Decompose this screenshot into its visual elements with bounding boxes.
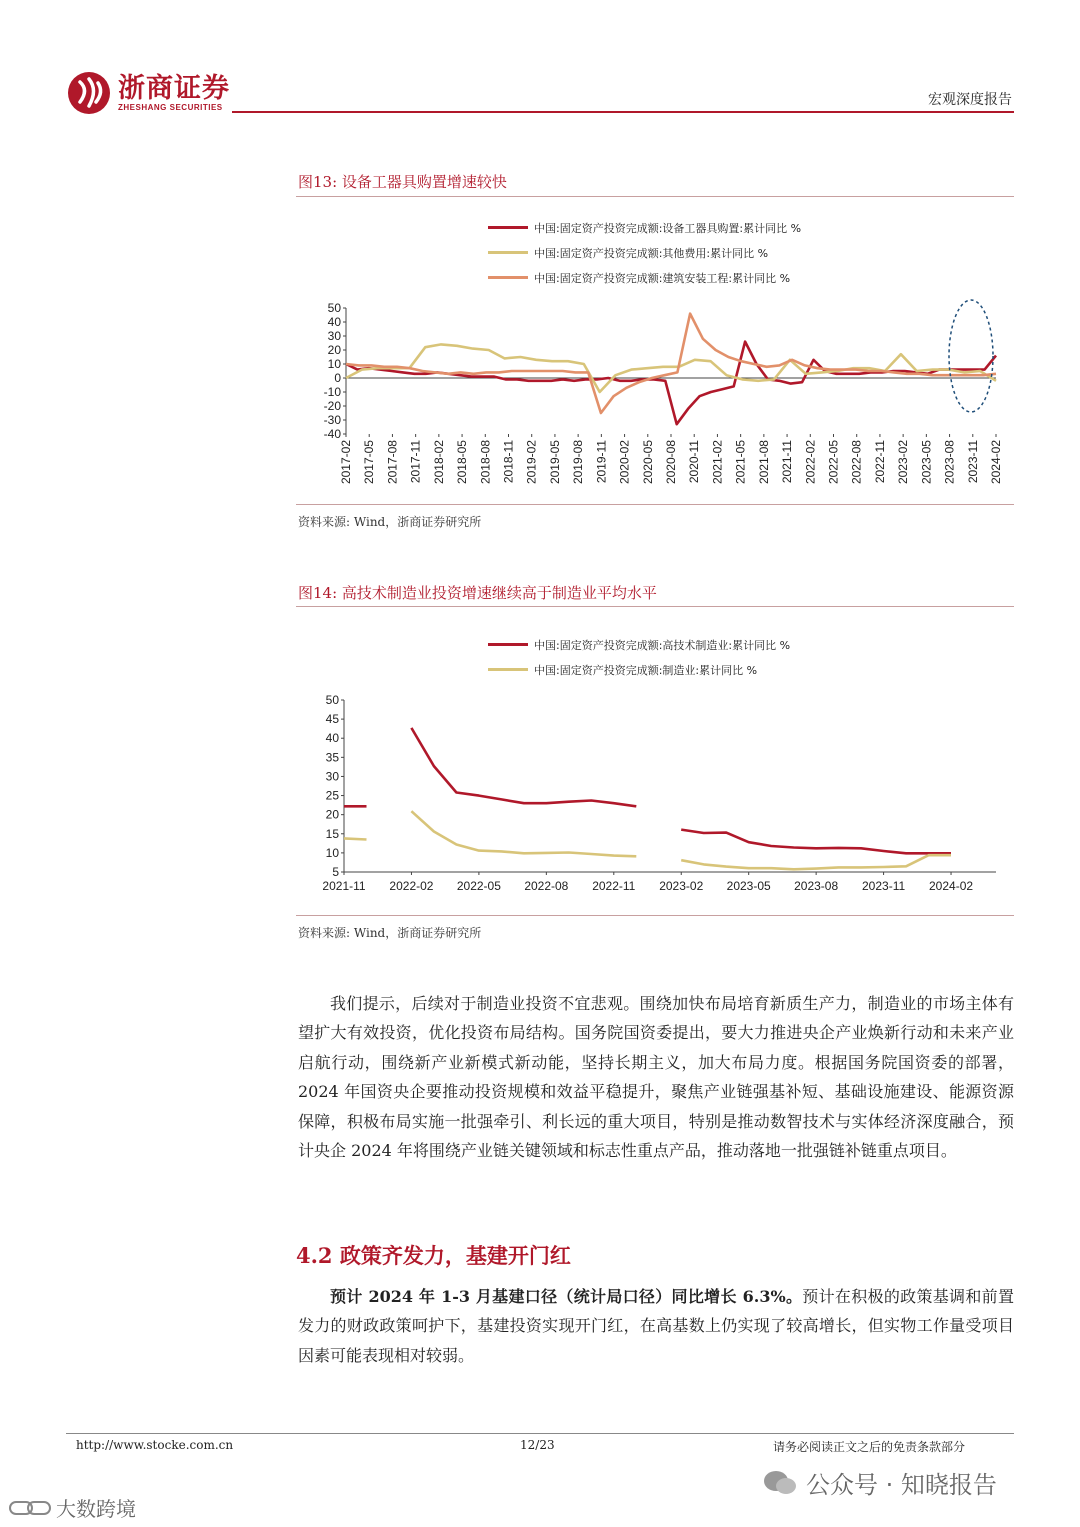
x-tick-label: 2022-08 bbox=[524, 879, 569, 893]
y-tick-label: 10 bbox=[327, 357, 341, 371]
y-tick-label: -40 bbox=[323, 427, 341, 441]
legend-item bbox=[488, 240, 801, 265]
figure14-chart bbox=[296, 690, 1014, 900]
zheshang-logo-icon bbox=[66, 70, 112, 116]
y-tick-label: 5 bbox=[332, 865, 339, 879]
figure14-legend bbox=[488, 632, 790, 682]
figure13-chart bbox=[296, 296, 1014, 496]
x-tick-label: 2023-11 bbox=[965, 440, 980, 484]
x-tick-label: 2024-02 bbox=[989, 440, 1003, 485]
x-tick-label: 2020-05 bbox=[640, 440, 655, 485]
x-tick-label: 2022-02 bbox=[803, 440, 818, 485]
figure14-top-rule bbox=[296, 606, 1014, 607]
x-tick-label: 2022-11 bbox=[872, 440, 887, 484]
x-tick-label: 2023-05 bbox=[919, 440, 934, 485]
footer-disclaimer: 请务必阅读正文之后的免责条款部分 bbox=[773, 1440, 966, 1454]
legend-item bbox=[488, 215, 801, 240]
y-tick-label: -30 bbox=[323, 413, 341, 427]
x-tick-label: 2018-02 bbox=[431, 440, 446, 485]
x-tick-label: 2019-08 bbox=[571, 440, 586, 485]
brand-name-en: ZHESHANG SECURITIES bbox=[118, 103, 223, 112]
y-tick-label: 30 bbox=[327, 329, 341, 343]
link-icon bbox=[8, 1497, 52, 1519]
paragraph-text bbox=[298, 1282, 1014, 1370]
x-tick-label: 2017-08 bbox=[385, 440, 400, 485]
body-paragraph-2 bbox=[298, 1282, 1014, 1370]
page-number: 12/23 bbox=[520, 1438, 555, 1452]
y-tick-label: 40 bbox=[325, 731, 339, 746]
legend-swatch bbox=[488, 226, 528, 229]
x-tick-label: 2021-08 bbox=[756, 440, 771, 485]
x-tick-label: 2023-08 bbox=[942, 440, 957, 485]
figure13-legend bbox=[488, 215, 801, 290]
x-tick-label: 2018-11 bbox=[501, 440, 516, 484]
x-tick-label: 2017-11 bbox=[408, 440, 423, 484]
series-line bbox=[344, 811, 951, 869]
y-tick-label: 20 bbox=[327, 343, 341, 357]
x-tick-label: 2017-02 bbox=[339, 440, 353, 485]
legend-swatch bbox=[488, 276, 528, 279]
y-tick-label: 40 bbox=[327, 315, 341, 329]
legend-label: 中国:固定资产投资完成额:其他费用:累计同比 % bbox=[534, 246, 769, 260]
x-tick-label: 2021-05 bbox=[733, 440, 748, 485]
y-tick-label: -10 bbox=[323, 385, 341, 399]
series-line bbox=[346, 344, 996, 392]
highlight-ellipse bbox=[949, 300, 993, 412]
x-tick-label: 2019-11 bbox=[594, 440, 609, 484]
x-tick-label: 2022-02 bbox=[389, 879, 434, 893]
x-tick-label: 2023-05 bbox=[726, 879, 771, 893]
legend-item bbox=[488, 632, 790, 657]
y-tick-label: 30 bbox=[325, 769, 339, 784]
figure13-title: 图13: 设备工器具购置增速较快 bbox=[298, 173, 507, 191]
legend-item bbox=[488, 265, 801, 290]
x-tick-label: 2021-02 bbox=[710, 440, 725, 485]
watermark-text: 大数跨境 bbox=[56, 1497, 136, 1521]
figure13-bottom-rule bbox=[296, 504, 1014, 505]
x-tick-label: 2017-05 bbox=[362, 440, 377, 485]
watermark-left bbox=[8, 1493, 136, 1522]
x-tick-label: 2022-05 bbox=[826, 440, 841, 485]
x-tick-label: 2018-05 bbox=[455, 440, 470, 485]
x-tick-label: 2020-02 bbox=[617, 440, 632, 485]
paragraph-bold-lead: 预计 2024 年 1-3 月基建口径（统计局口径）同比增长 6.3%。 bbox=[330, 1287, 803, 1306]
series-line bbox=[346, 342, 996, 425]
x-tick-label: 2023-08 bbox=[794, 879, 839, 893]
legend-label: 中国:固定资产投资完成额:建筑安装工程:累计同比 % bbox=[534, 271, 791, 285]
figure13-top-rule bbox=[296, 196, 1014, 197]
x-tick-label: 2019-02 bbox=[524, 440, 539, 485]
figure13-source: 资料来源: Wind，浙商证券研究所 bbox=[298, 515, 482, 529]
series-line bbox=[344, 728, 951, 853]
y-tick-label: 50 bbox=[327, 301, 341, 315]
legend-swatch bbox=[488, 643, 528, 646]
paragraph-text: 我们提示，后续对于制造业投资不宜悲观。围绕加快布局培育新质生产力，制造业的市场主体有望扩大有效投资，优化投资布局结构。国务院国资委提出，要大力推进央企产业焕新行动和未来产业启航行动，围绕新产业新模式新动能，坚持长期主义，加大布局力度。根据国务院国资委的部署，2024 年国资央企要推动投资规模和效益平稳提升，聚焦产业链强基补短、基础设施建设、能源资源保障，积极布局实施一批强牵引、利长远的重大项目，特别是推动数智技术与实体经济深度融合，预计央企 2024 年将围绕产业链关键领域和标志性重点产品，推动落地一批强链补链重点项目。 bbox=[298, 994, 1014, 1161]
section-title: 4.2 政策齐发力，基建开门红 bbox=[296, 1243, 571, 1268]
x-tick-label: 2021-11 bbox=[780, 439, 795, 484]
x-tick-label: 2020-08 bbox=[664, 440, 678, 485]
brand-name: 浙商证券 bbox=[118, 73, 230, 104]
x-tick-label: 2024-02 bbox=[929, 879, 974, 893]
watermark-right bbox=[762, 1465, 997, 1500]
y-tick-label: 10 bbox=[325, 845, 339, 860]
header-rule bbox=[232, 111, 1014, 113]
figure14-title: 图14: 高技术制造业投资增速继续高于制造业平均水平 bbox=[298, 584, 657, 602]
legend-item bbox=[488, 657, 790, 682]
x-tick-label: 2022-08 bbox=[849, 440, 864, 485]
x-tick-label: 2022-11 bbox=[592, 879, 636, 893]
y-tick-label: 15 bbox=[325, 826, 339, 841]
y-tick-label: 0 bbox=[334, 371, 341, 385]
legend-label: 中国:固定资产投资完成额:设备工器具购置:累计同比 % bbox=[534, 221, 802, 235]
figure14-source: 资料来源: Wind，浙商证券研究所 bbox=[298, 926, 482, 940]
figure14-bottom-rule bbox=[296, 915, 1014, 916]
x-tick-label: 2019-05 bbox=[547, 440, 562, 485]
y-tick-label: -20 bbox=[323, 399, 341, 413]
y-tick-label: 25 bbox=[325, 788, 339, 803]
x-tick-label: 2023-11 bbox=[862, 879, 906, 893]
footer-rule bbox=[66, 1433, 1014, 1434]
legend-swatch bbox=[488, 251, 528, 254]
y-tick-label: 20 bbox=[325, 807, 339, 822]
watermark-text: 公众号 · 知晓报告 bbox=[806, 1471, 997, 1499]
legend-label: 中国:固定资产投资完成额:高技术制造业:累计同比 % bbox=[534, 638, 791, 652]
x-tick-label: 2021-11 bbox=[322, 879, 366, 893]
footer-url[interactable]: http://www.stocke.com.cn bbox=[76, 1438, 234, 1452]
legend-swatch bbox=[488, 668, 528, 671]
report-type: 宏观深度报告 bbox=[928, 92, 1012, 108]
y-tick-label: 35 bbox=[325, 750, 339, 765]
x-tick-label: 2022-05 bbox=[456, 879, 501, 893]
x-tick-label: 2018-08 bbox=[478, 440, 493, 485]
wechat-icon bbox=[762, 1469, 798, 1497]
y-tick-label: 50 bbox=[325, 693, 339, 707]
legend-label: 中国:固定资产投资完成额:制造业:累计同比 % bbox=[534, 663, 758, 677]
x-tick-label: 2023-02 bbox=[896, 440, 911, 485]
paragraph-rest: 预计在积极的政策基调和前置发力的财政政策呵护下，基建投资实现开门红，在高基数上仍实现了较高增长，但实物工作量受项目因素可能表现相对较弱。 bbox=[298, 1287, 1014, 1365]
body-paragraph-1 bbox=[298, 989, 1014, 1165]
x-tick-label: 2020-11 bbox=[687, 440, 702, 484]
y-tick-label: 45 bbox=[325, 712, 339, 727]
x-tick-label: 2023-02 bbox=[659, 879, 704, 893]
